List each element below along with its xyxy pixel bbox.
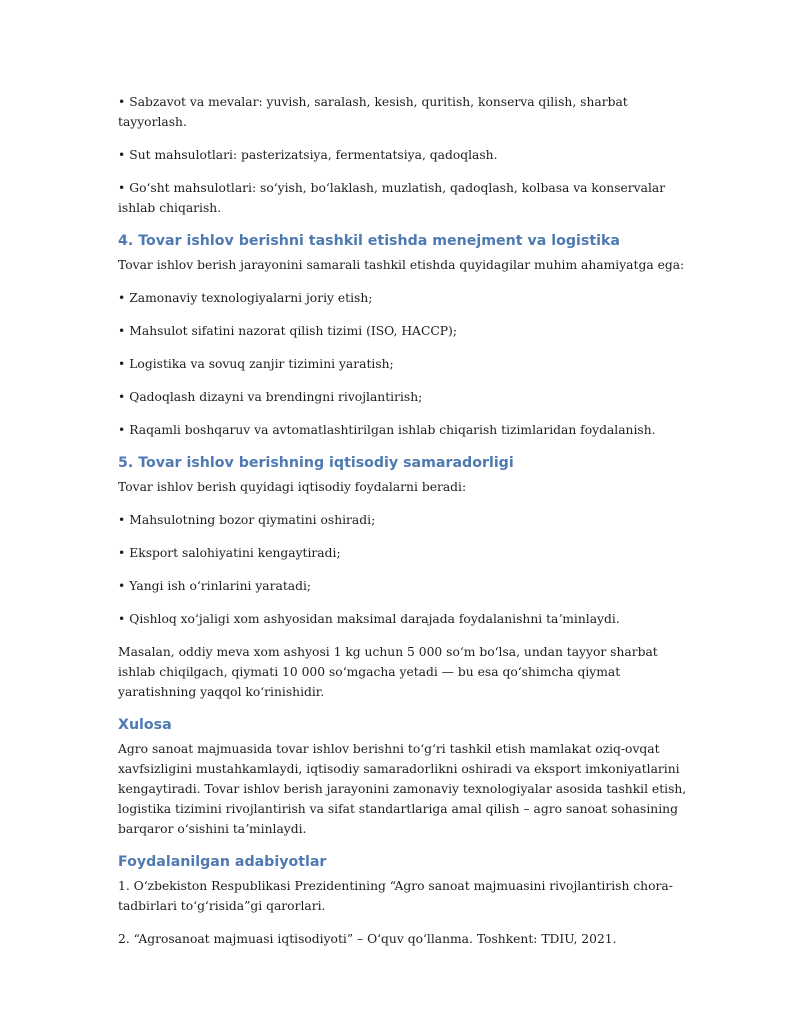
list-item-text: Raqamli boshqaruv va avtomatlashtirilgan ishlab chiqarish tizimlaridan foydalanish. [129,423,656,437]
bullet-icon: • [118,546,126,560]
list-item-text: Sabzavot va mevalar: yuvish, saralash, kesish, quritish, konserva qilish, sharbat tayyorlash. [118,95,628,129]
conclusion-paragraph: Agro sanoat majmuasida tovar ishlov berishni toʻgʻri tashkil etish mamlakat oziq-ovqat xavfsizligini mustahkamlaydi, iqtisodiy samaradorlikni oshiradi va eksport imkoniyatlarini kengaytiradi. Tovar ishlov berish jarayonini zamonaviy texnologiyalar asosida tashkil etish, logistika tizimini rivojlantirish va sifat standartlariga amal qilish – agro sanoat sohasining barqaror oʻsishini taʼminlaydi. [118,742,687,836]
bullet-icon: • [118,357,126,371]
list-item-text: Sut mahsulotlari: pasterizatsiya, fermentatsiya, qadoqlash. [129,148,498,162]
bullet-icon: • [118,390,126,404]
references-heading: Foydalanilgan adabiyotlar [118,854,327,870]
reference-item: 2. “Agrosanoat majmuasi iqtisodiyoti” – Oʻquv qoʻllanma. Toshkent: TDIU, 2021. [118,932,617,946]
list-item [118,420,688,440]
list-item-text: Qishloq xoʻjaligi xom ashyosidan maksimal darajada foydalanishni taʼminlaydi. [129,612,620,626]
list-item [118,288,688,308]
list-item [118,510,688,530]
bullet-icon: • [118,612,126,626]
conclusion-heading: Xulosa [118,717,172,733]
list-item [118,354,688,374]
list-item-text: Mahsulot sifatini nazorat qilish tizimi (ISO, HACCP); [129,324,457,338]
bullet-icon: • [118,579,126,593]
section-4-heading: 4. Tovar ishlov berishni tashkil etishda menejment va logistika [118,233,620,249]
list-item-text: Zamonaviy texnologiyalarni joriy etish; [129,291,373,305]
list-item-text: Yangi ish oʻrinlarini yaratadi; [129,579,312,593]
section-5-intro: Tovar ishlov berish quyidagi iqtisodiy foydalarni beradi: [118,480,467,494]
list-item-text: Qadoqlash dizayni va brendingni rivojlantirish; [129,390,423,404]
list-item-text: Goʻsht mahsulotlari: soʻyish, boʻlaklash, muzlatish, qadoqlash, kolbasa va konservalar ishlab chiqarish. [118,181,666,215]
bullet-icon: • [118,181,126,195]
document-body [118,92,688,962]
bullet-icon: • [118,423,126,437]
list-item [118,321,688,341]
section-4-intro: Tovar ishlov berish jarayonini samarali tashkil etishda quyidagilar muhim ahamiyatga ega: [118,258,685,272]
list-item [118,145,688,165]
bullet-icon: • [118,95,126,109]
section-5-heading: 5. Tovar ishlov berishning iqtisodiy samaradorligi [118,455,514,471]
list-item-text: Logistika va sovuq zanjir tizimini yaratish; [129,357,394,371]
list-item-text: Eksport salohiyatini kengaytiradi; [129,546,341,560]
bullet-icon: • [118,148,126,162]
list-item-text: Mahsulotning bozor qiymatini oshiradi; [129,513,376,527]
example-paragraph: Masalan, oddiy meva xom ashyosi 1 kg uchun 5 000 soʻm boʻlsa, undan tayyor sharbat ishlab chiqilgach, qiymati 10 000 soʻmgacha yetadi — bu esa qoʻshimcha qiymat yaratishning yaqqol koʻrinishidir. [118,645,658,699]
bullet-icon: • [118,291,126,305]
list-item [118,609,688,629]
list-item [118,178,688,218]
bullet-icon: • [118,324,126,338]
bullet-icon: • [118,513,126,527]
list-item [118,543,688,563]
list-item [118,92,688,132]
reference-item: 1. Oʻzbekiston Respublikasi Prezidentining “Agro sanoat majmuasini rivojlantirish chora-tadbirlari toʻgʻrisida”gi qarorlari. [118,879,673,913]
list-item [118,576,688,596]
list-item [118,387,688,407]
